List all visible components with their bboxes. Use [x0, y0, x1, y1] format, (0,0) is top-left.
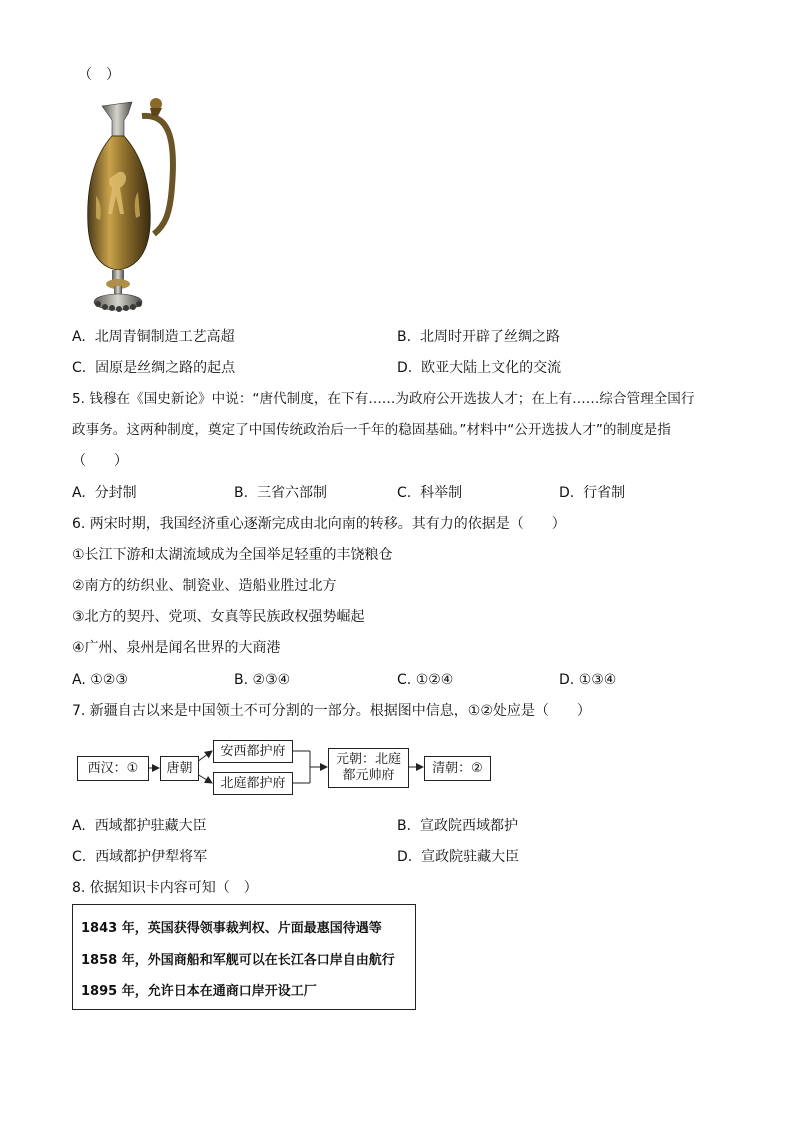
arrow-tang-beiting [197, 774, 212, 783]
q6-option-c[interactable]: C. ①②④ [397, 672, 454, 688]
q7-option-c[interactable]: C. 西域都护伊犁将军 [72, 849, 208, 865]
card-line-1843: 1843 年，英国获得领事裁判权、片面最惠国待遇等 [81, 921, 382, 936]
q5-stem-line2: 政事务。这两种制度，奠定了中国传统政治后一千年的稳固基础。”材料中“公开选拔人才”的制度是指 [72, 422, 671, 438]
q6-stem: 6. 两宋时期，我国经济重心逐渐完成由北向南的转移。其有力的依据是（ ） [72, 516, 566, 532]
q8-stem: 8. 依据知识卡内容可知（ ） [72, 880, 258, 896]
q4-option-a[interactable]: A. 北周青铜制造工艺高超 [72, 329, 235, 345]
q6-option-a[interactable]: A. ①②③ [72, 672, 128, 688]
q7-option-a[interactable]: A. 西域都护驻藏大臣 [72, 818, 207, 834]
q4-option-c[interactable]: C. 固原是丝绸之路的起点 [72, 360, 236, 376]
q5-paren: （ ） [72, 453, 128, 469]
q6-option-b[interactable]: B. ②③④ [234, 672, 291, 688]
flow-box-beiting: 北庭都护府 [213, 772, 293, 795]
flow-box-qing: 清朝：② [424, 756, 491, 781]
arrow-tang-anxi [197, 751, 212, 762]
q5-option-c[interactable]: C. 科举制 [397, 485, 463, 501]
q6-item-4: ④广州、泉州是闻名世界的大商港 [72, 640, 281, 656]
q6-item-2: ②南方的纺织业、制瓷业、造船业胜过北方 [72, 578, 337, 594]
q5-option-d[interactable]: D. 行省制 [559, 485, 626, 501]
q7-option-d[interactable]: D. 宣政院驻藏大臣 [397, 849, 520, 865]
yuan-line2: 都元帅府 [342, 768, 395, 783]
yuan-line1: 元朝：北庭 [335, 752, 401, 767]
q7-stem: 7. 新疆自古以来是中国领土不可分割的一部分。根据图中信息，①②处应是（ ） [72, 703, 591, 719]
flow-box-anxi: 安西都护府 [213, 740, 293, 763]
q5-stem-line1: 5. 钱穆在《国史新论》中说：“唐代制度，在下有……为政府公开选拔人才；在上有……综合管理全国行 [72, 391, 695, 407]
card-line-1895: 1895 年，允许日本在通商口岸开设工厂 [81, 984, 317, 999]
q5-option-a[interactable]: A. 分封制 [72, 485, 137, 501]
q4-option-b[interactable]: B. 北周时开辟了丝绸之路 [397, 329, 560, 345]
flow-box-yuan [328, 748, 409, 788]
q4-paren: （ ） [78, 67, 120, 83]
q6-item-1: ①长江下游和太湖流域成为全国举足轻重的丰饶粮仓 [72, 547, 393, 563]
q6-item-3: ③北方的契丹、党项、女真等民族政权强势崛起 [72, 609, 365, 625]
q6-option-d[interactable]: D. ①③④ [559, 672, 617, 688]
flow-box-tang: 唐朝 [160, 756, 199, 781]
flow-box-xihan: 西汉：① [77, 756, 149, 781]
q5-option-b[interactable]: B. 三省六部制 [234, 485, 327, 501]
q7-option-b[interactable]: B. 宣政院西域都护 [397, 818, 518, 834]
knowledge-card [72, 904, 416, 1010]
card-line-1858: 1858 年，外国商船和军舰可以在长江各口岸自由航行 [81, 953, 395, 968]
q4-option-d[interactable]: D. 欧亚大陆上文化的交流 [397, 360, 562, 376]
